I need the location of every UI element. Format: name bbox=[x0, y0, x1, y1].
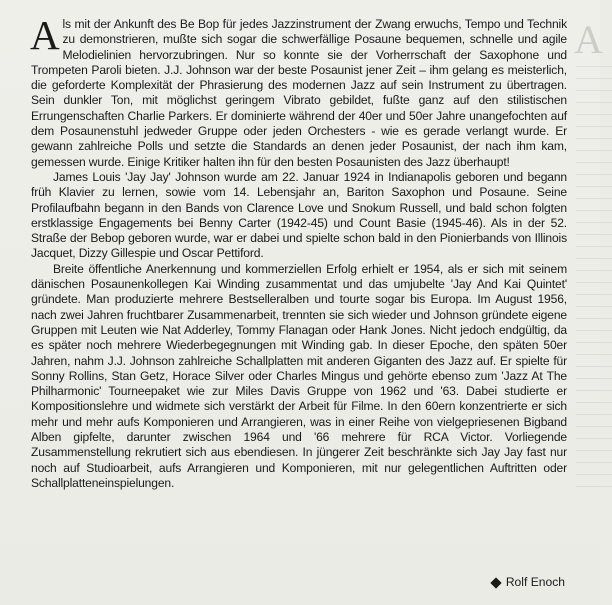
paragraph-intro-text: ls mit der Ankunft des Be Bop für jedes Jazzinstrument der Zwang erwuchs, Tempo und Technik zu demonstrieren, mußte sich sogar die schwerfällige Posaune bequemen, schnelle und agile Melodielinien hervorzubringen. Nur so konnte sie der Vorherrschaft der Saxophone und Trompeten Paroli bieten. J.J. Johnson war der beste Posaunist jener Zeit – ihm gelang es meisterlich, die geforderte Komplexität der Phrasierung des modernen Jazz auf sein Instrument zu übertragen. Sein dunkler Ton, mit möglichst geringem Vibrato gebildet, fußte ganz auf den stilistischen Errungenschaften Charlie Parkers. Er dominierte während der 40er und 50er Jahre unangefochten auf dem Posaunenstuhl jedweder Gruppe oder jeden Orchesters - wie es gerade verlangt wurde. Er gewann zahlreiche Polls und setzte die Standards an denen jeder Posaunist, der nach ihm kam, gemessen wurde. Einige Kritiker halten ihn für den besten Posaunisten des Jazz überhaupt! bbox=[31, 17, 567, 169]
author-name: Rolf Enoch bbox=[505, 575, 565, 589]
author-signature bbox=[492, 575, 565, 590]
drop-cap: A bbox=[30, 12, 60, 58]
paragraph-career: Breite öffentliche Anerkennung und kommerziellen Erfolg erhielt er 1954, als er sich mit seinem dänischen Posaunenkollegen Kai Winding zusammentat und das umjubelte 'Jay And Kai Quintet' gründete. Man produzierte mehrere Bestselleralben und tourte sogar bis Europa. Im August 1956, nach zwei Jahren fruchtbarer Zusammenarbeit, trennten sie sich wieder und Johnson gründete eigene Gruppen mit Leuten wie Nat Adderley, Tommy Flanagan oder Hank Jones. Nicht jedoch endgültig, da es später noch mehrere Wiederbegegnungen mit Winding gab. In dieser Epoche, den späten 50er Jahren, nahm J.J. Johnson zahlreiche Schallplatten mit anderen Giganten des Jazz auf. Er spielte für Sonny Rollins, Stan Getz, Horace Silver oder Charles Mingus und gehörte ebenso zum 'Jazz At The Philharmonic' Tourneepaket wie zur Miles Davis Gruppe von 1962 und '63. Dabei studierte er Kompositionslehre und widmete sich verstärkt der Arbeit für Filme. In den 60ern konzentrierte er sich mehr und mehr aufs Komponieren und Arrangieren, was in einer Reihe von vielgepriesenen Bigband Alben gipfelte, darunter zwischen 1964 und '66 mehrere für RCA Victor. Vorliegende Zusammenstellung rekrutiert sich aus ebendiesen. In jüngerer Zeit beschränkte sich Jay Jay fast nur noch auf Studioarbeit, aufs Arrangieren und Komponieren, mit nur gelegentlichen Auftritten oder Schallplatteneinspielungen. bbox=[31, 261, 567, 490]
bleed-through-texture: A ———— ———— ———— ———— ———— ———— ———— ———— ———— ———— ———— ———— ———— ———— ———— ———— ———— ———— ———— ———— ———— ———— ———— ———— ———— ———— ———— ———— ———— ———— ———— ———— ———— ———— ———— ———— bbox=[574, 17, 612, 491]
paragraph-intro bbox=[30, 12, 567, 170]
article-body bbox=[30, 12, 567, 491]
diamond-icon bbox=[490, 577, 501, 588]
paragraph-biography: James Louis 'Jay Jay' Johnson wurde am 22. Januar 1924 in Indianapolis geboren und begann früh Klavier zu lernen, sowie vom 14. Lebensjahr an, Bariton Saxophon und Posaune. Seine Profilaufbahn begann in den Bands von Clarence Love und Snokum Russell, und bald schon folgten erstklassige Engagements bei Benny Carter (1942-45) und Count Basie (1945-46). Als in der 52. Straße der Bebop geboren wurde, war er dabei und spielte schon bald in den Pionierbands von Illinois Jacquet, Dizzy Gillespie und Oscar Pettiford. bbox=[31, 169, 567, 261]
